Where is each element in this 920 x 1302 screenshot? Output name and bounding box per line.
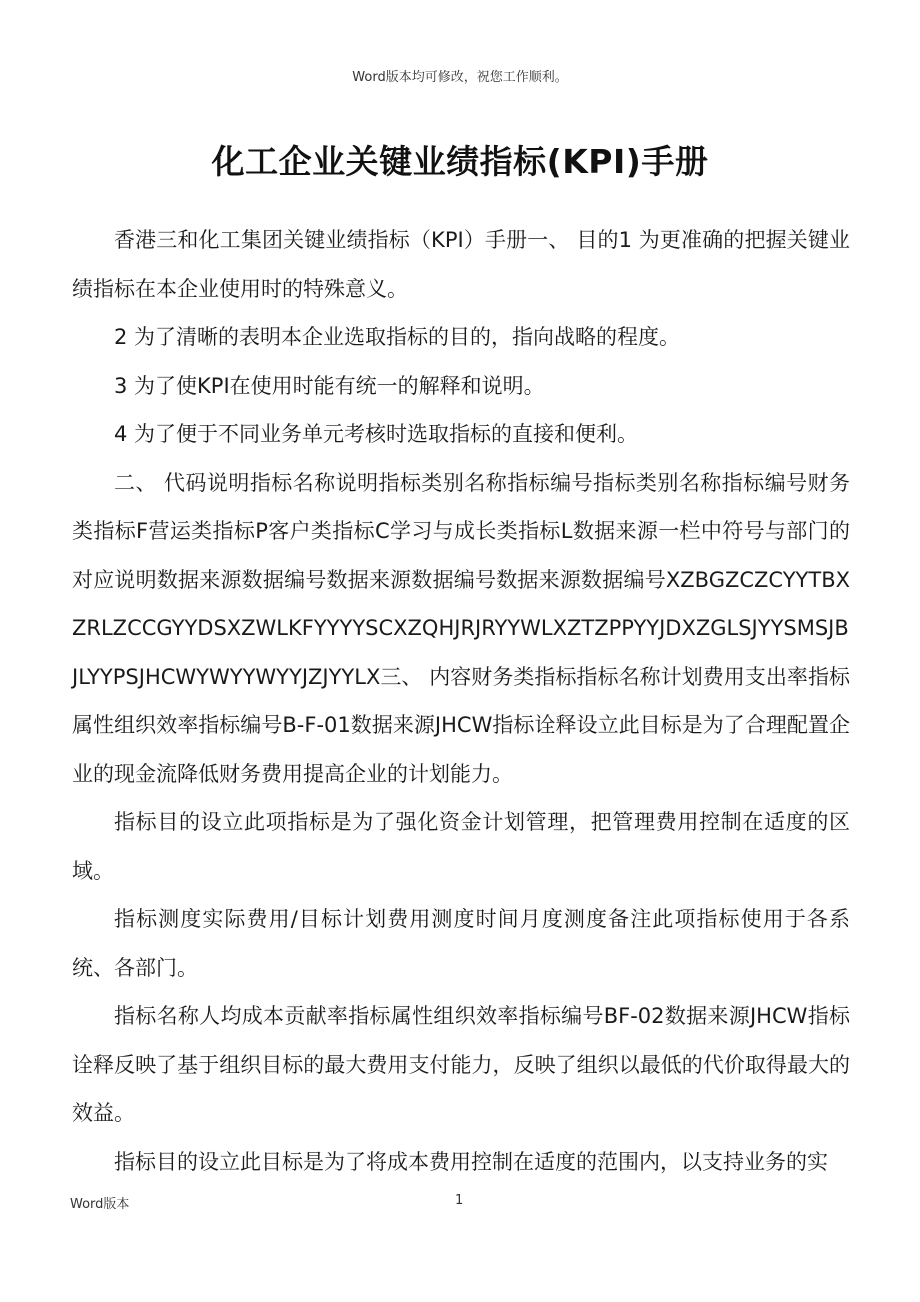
paragraph-indicator-measure: 指标测度实际费用/目标计划费用测度时间月度测度备注此项指标使用于各系统、各部门。	[72, 907, 850, 980]
paragraph-indicator-purpose-2: 指标目的设立此目标是为了将成本费用控制在适度的范围内，以支持业务的实	[114, 1149, 828, 1174]
document-body	[72, 216, 850, 1186]
paragraph-purpose-2: 2 为了清晰的表明本企业选取指标的目的，指向战略的程度。	[114, 325, 681, 349]
paragraph-code-description: 二、 代码说明指标名称说明指标类别名称指标编号指标类别名称指标编号财务类指标F营运类指标P客户类指标C学习与成长类指标L数据来源一栏中符号与部门的对应说明数据来源数据编号数据来源数据编号数据来源数据编号XZBGZCZCYYTBXZRLZCCGYYDSXZWLKFYYYYSCXZQHJRJRYYWLXZTZPPYYJDXZGLSJYYSMSJBJLYYPSJHCWYWYYWYYJZJYYLX三、 内容财务类指标指标名称计划费用支出率指标属性组织效率指标编号B-F-01数据来源JHCW指标诠释设立此目标是为了合理配置企业的现金流降低财务费用提高企业的计划能力。	[72, 470, 850, 786]
paragraph-indicator-cost-contribution: 指标名称人均成本贡献率指标属性组织效率指标编号BF-02数据来源JHCW指标诠释反映了基于组织目标的最大费用支付能力，反映了组织以最低的代价取得最大的效益。	[72, 1004, 850, 1125]
paragraph-purpose-1: 香港三和化工集团关键业绩指标（KPI）手册一、 目的1 为更准确的把握关键业绩指标在本企业使用时的特殊意义。	[72, 228, 850, 301]
paragraph-purpose-4: 4 为了便于不同业务单元考核时选取指标的直接和便利。	[114, 422, 639, 446]
page-number: 1	[455, 1193, 464, 1208]
paragraph-indicator-purpose: 指标目的设立此项指标是为了强化资金计划管理，把管理费用控制在适度的区域。	[72, 810, 850, 883]
header-note: Word版本均可修改，祝您工作顺利。	[352, 70, 568, 85]
document-title: 化工企业关键业绩指标(KPI)手册	[211, 142, 709, 181]
footer-label: Word版本	[70, 1197, 130, 1212]
paragraph-purpose-3: 3 为了使KPI在使用时能有统一的解释和说明。	[114, 373, 545, 398]
